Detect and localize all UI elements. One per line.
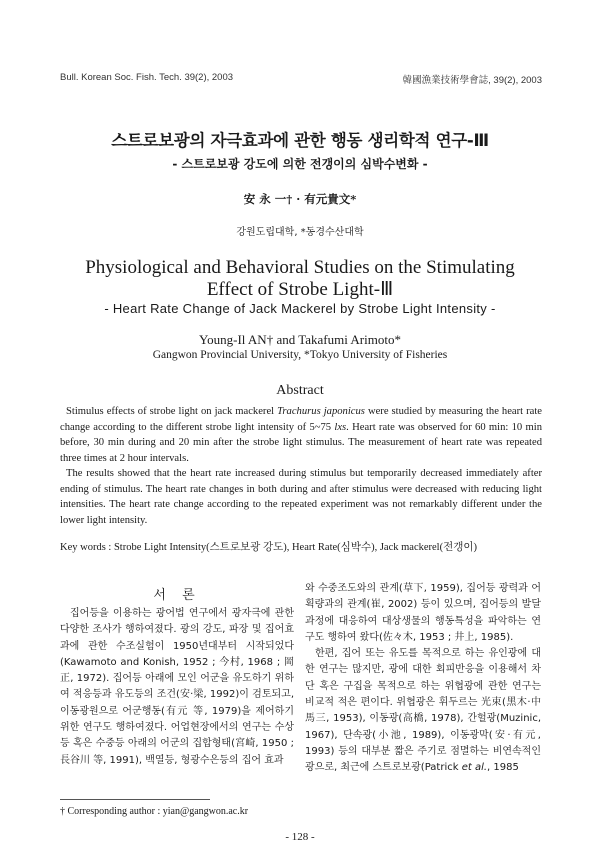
intro-paragraph: 와 수중조도와의 관계(草下, 1959), 집어등 광력과 어획량과의 관계(崔, 2002) 등이 있으며, 집어등의 발달 과정에 대응하여 대상생물의 행동특성을 파악하는 연구도 행하여 왔다(佐々木, 1953 ; 井上, 1985). (305, 583, 541, 643)
abstract-heading: Abstract (276, 383, 324, 398)
english-subtitle: - Heart Rate Change of Jack Mackerel by Strobe Light Intensity - (104, 301, 496, 316)
page-number: - 128 - (285, 831, 315, 843)
intro-right-column (305, 581, 541, 777)
english-affiliation: Gangwon Provincial University, *Tokyo University of Fisheries (152, 349, 448, 361)
english-authors: Young-Il AN† and Takafumi Arimoto* (199, 332, 401, 347)
intro-text: , 1985 (487, 762, 519, 774)
abstract-text: Stimulus effects of strobe light on jack mackerel (66, 406, 278, 417)
intro-text: 한편, 집어 또는 유도를 목적으로 하는 유인광에 대한 연구는 많지만, 광에 대한 회피반응을 이용해서 차단 혹은 구집을 목적으로 하는 위협광에 관한 연구는 비교적 적은 편이다. 위협광은 휘두르는 光束(黑木·中馬三, 1953), 이동광(高橋, 1978), 간헐광(Muzinic, 1967), 단속광(小池, 1989), 이동광막(安·有元, 1993) 등의 대부분 짧은 주기로 점멸하는 비연속적인 광으로, 최근에 스트로보광(Patrick (305, 648, 541, 774)
english-title-line2: Effect of Strobe Light-Ⅲ (206, 279, 394, 300)
korean-authors: 安 永 一† · 有元貴文* (243, 192, 357, 206)
abstract-body (60, 404, 542, 528)
intro-paragraph: 집어등을 이용하는 광어법 연구에서 광자극에 관한 다양한 조사가 행하여졌다. 광의 강도, 파장 및 집어효과에 관한 수조실험이 1950년대부터 시작되었다(Kawamoto and Konish, 1952 ; 今村, 1968 ; 岡正, 1972). 집어등 아래에 모인 어군을 유도하기 위하여 적응등과 유도등의 조건(安·梁, 1992)이 검토되고, 이동광원으로 어군행동(有元 等, 1979)을 제어하기 위한 연구도 행하여졌다. 어업현장에서의 연구는 수상등 혹은 수중등 아래의 어군의 집합형태(宮崎, 1950 ; 長谷川 等, 1991), 백열등, 형광수은등의 집어 효과 (60, 608, 294, 766)
korean-subtitle: - 스트로보광 강도에 의한 전갱이의 심박수변화 - (172, 157, 428, 171)
species-name: Trachurus japonicus (277, 406, 365, 417)
abstract-paragraph-1 (60, 404, 542, 466)
intro-paragraph (305, 646, 541, 776)
korean-affiliation: 강원도립대학, *동경수산대학 (236, 227, 364, 238)
english-title-line1: Physiological and Behavioral Studies on the Stimulating (85, 257, 515, 278)
section-heading-introduction: 서 론 (153, 588, 201, 603)
journal-header-left: Bull. Korean Soc. Fish. Tech. 39(2), 2003 (60, 72, 234, 83)
journal-header-right: 韓國漁業技術學會誌, 39(2), 2003 (402, 75, 542, 86)
keywords: Key words : Strobe Light Intensity(스트로보광 강도), Heart Rate(심박수), Jack mackerel(전갱이) (60, 542, 478, 553)
abstract-text: . Heart rate was observed for 60 min: 10 min before, 30 min during and 20 min after the strobe light stimulus. The measurement of heart rate was repeated three times at 2 hour intervals. (60, 421, 543, 464)
intro-left-column (60, 606, 294, 769)
korean-title: 스트로보광의 자극효과에 관한 행동 생리학적 연구-Ⅲ (111, 131, 489, 150)
abstract-paragraph-2: The results showed that the heart rate increased during stimulus but temporarily decreased immediately after ending of stimulus. The heart rate changes in both during and after stimulus were decreased with reducing light intensities. The heart rate change according to the repeated experiment was not remarkably different under the lower light intensity. (60, 468, 542, 526)
abstract-text: were studied by measuring the heart rate change according to the different strobe light intensity of 5~75 (60, 406, 543, 433)
unit-text: lxs (334, 421, 347, 433)
et-al-text: et al. (461, 762, 488, 774)
footnote-divider (60, 799, 210, 800)
footnote-corresponding-author: † Corresponding author : yian@gangwon.ac.kr (60, 806, 249, 817)
